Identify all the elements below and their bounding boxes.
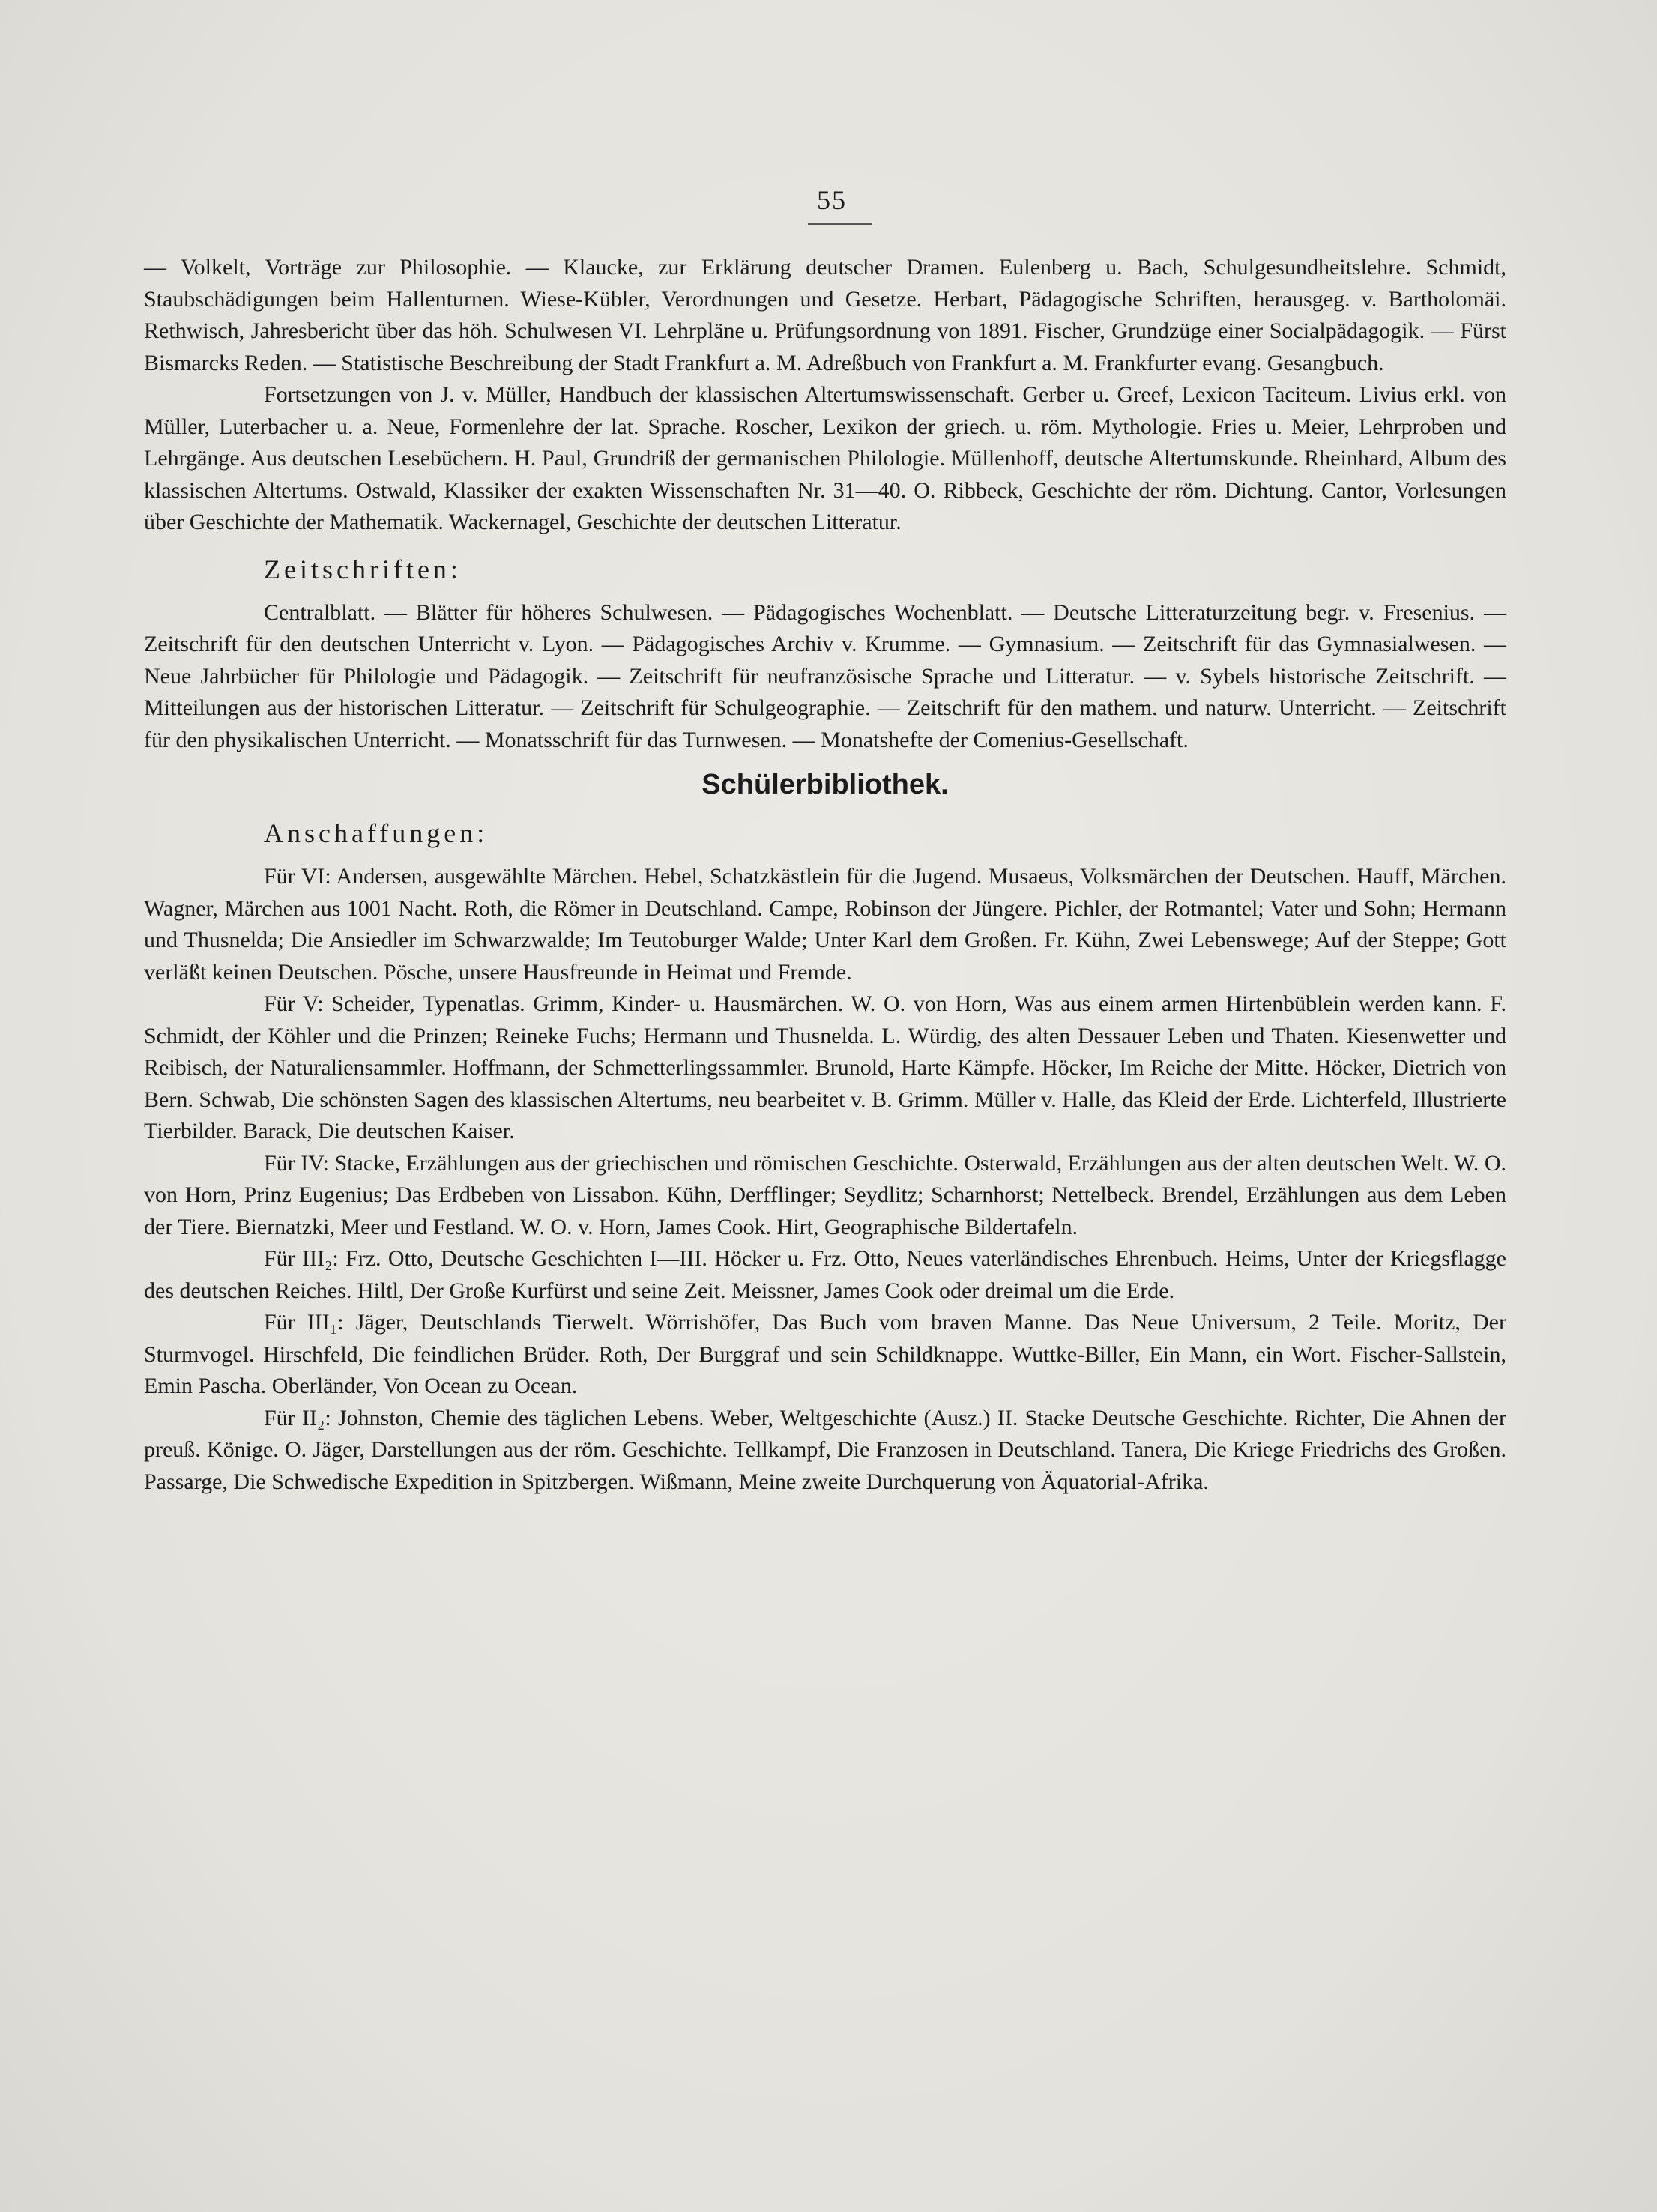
journals-heading: Zeitschriften: (264, 554, 462, 584)
entry-grade-ii2: Für II₂: Johnston, Chemie des täglichen Lebens. Weber, Weltgeschichte (Ausz.) II. Stacke Deutsche Geschichte. Richter, Die Ahnen der preuß. Könige. O. Jäger, Darstellungen aus der röm. Geschichte. Tellkampf, Die Franzosen in Deutschland. Tanera, Die Kriege Friedrichs des Großen. Passarge, Die Schwedische Expedition in Spitzbergen. Wißmann, Meine zweite Durchquerung von Äquatorial-Afrika. (144, 1405, 1506, 1494)
page-content (144, 252, 1506, 1498)
entry-grade-iv: Für IV: Stacke, Erzählungen aus der griechischen und römischen Geschichte. Osterwald, Erzählungen aus der alten deutschen Welt. W. O. von Horn, Prinz Eugenius; Das Erdbeben von Lissabon. Kühn, Derfflinger; Seydlitz; Scharnhorst; Nettelbeck. Brendel, Erzählungen aus dem Leben der Tiere. Biernatzki, Meer und Festland. W. O. v. Horn, James Cook. Hirt, Geographische Bildertafeln. (144, 1150, 1506, 1239)
student-library-title: Schülerbibliothek. (701, 769, 949, 800)
entry-grade-iii1: Für III₁: Jäger, Deutschlands Tierwelt. Wörrishöfer, Das Buch vom braven Manne. Das Neue Universum, 2 Teile. Moritz, Der Sturmvogel. Hirschfeld, Die feindlichen Brüder. Roth, Der Burggraf und sein Schildknappe. Wuttke-Biller, Ein Mann, ein Wort. Fischer-Sallstein, Emin Pascha. Oberländer, Von Ocean zu Ocean. (144, 1310, 1506, 1398)
journals-paragraph: Centralblatt. — Blätter für höheres Schulwesen. — Pädagogisches Wochenblatt. — Deutsche Litteraturzeitung begr. v. Fresenius. — Zeitschrift für den deutschen Unterricht v. Lyon. — Pädagogisches Archiv v. Krumme. — Gymnasium. — Zeitschrift für das Gymnasialwesen. — Neue Jahrbücher für Philologie und Pädagogik. — Zeitschrift für neufranzösische Sprache und Litteratur. — v. Sybels historische Zeitschrift. — Mitteilungen aus der historischen Litteratur. — Zeitschrift für Schulgeographie. — Zeitschrift für den mathem. und naturw. Unterricht. — Zeitschrift für den physikalischen Unterricht. — Monatsschrift für das Turnwesen. — Monatshefte der Comenius-Gesellschaft. (144, 599, 1506, 752)
intro-paragraph: — Volkelt, Vorträge zur Philosophie. — Klaucke, zur Erklärung deutscher Dramen. Eulenberg u. Bach, Schulgesundheitslehre. Schmidt, Staubschädigungen beim Hallenturnen. Wiese-Kübler, Verordnungen und Gesetze. Herbart, Pädagogische Schriften, herausgeg. v. Bartholomäi. Rethwisch, Jahresbericht über das höh. Schulwesen VI. Lehrpläne u. Prüfungsordnung von 1891. Fischer, Grundzüge einer Socialpädagogik. — Fürst Bismarcks Reden. — Statistische Beschreibung der Stadt Frankfurt a. M. Adreßbuch von Frankfurt a. M. Frankfurter evang. Gesangbuch. (144, 255, 1506, 375)
continuations-paragraph: Fortsetzungen von J. v. Müller, Handbuch der klassischen Altertumswissenschaft. Gerber u. Greef, Lexicon Taciteum. Livius erkl. von Müller, Luterbacher u. a. Neue, Formenlehre der lat. Sprache. Roscher, Lexikon der griech. u. röm. Mythologie. Fries u. Meier, Lehrproben und Lehrgänge. Aus deutschen Lesebüchern. H. Paul, Grundriß der germanischen Philologie. Müllenhoff, deutsche Altertumskunde. Rheinhard, Album des klassischen Altertums. Ostwald, Klassiker der exakten Wissenschaften Nr. 31—40. O. Ribbeck, Geschichte der röm. Dichtung. Cantor, Vorlesungen über Geschichte der Mathematik. Wackernagel, Geschichte der deutschen Litteratur. (144, 382, 1506, 534)
acquisitions-heading: Anschaffungen: (264, 818, 489, 848)
entry-grade-iii2: Für III₂: Frz. Otto, Deutsche Geschichten I—III. Höcker u. Frz. Otto, Neues vaterländisches Ehrenbuch. Heims, Unter der Kriegsflagge des deutschen Reiches. Hiltl, Der Große Kurfürst und seine Zeit. Meissner, James Cook oder dreimal um die Erde. (144, 1246, 1506, 1303)
entry-grade-vi: Für VI: Andersen, ausgewählte Märchen. Hebel, Schatzkästlein für die Jugend. Musaeus, Volksmärchen der Deutschen. Hauff, Märchen. Wagner, Märchen aus 1001 Nacht. Roth, die Römer in Deutschland. Campe, Robinson der Jüngere. Pichler, der Rotmantel; Vater und Sohn; Hermann und Thusnelda; Die Ansiedler im Schwarzwalde; Im Teutoburger Walde; Unter Karl dem Großen. Fr. Kühn, Zwei Lebenswege; Auf der Steppe; Gott verläßt keinen Deutschen. Pösche, unsere Hausfreunde in Heimat und Fremde. (144, 864, 1506, 985)
page-number: 55 (817, 185, 847, 215)
page-number-rule (808, 223, 872, 225)
entry-grade-v: Für V: Scheider, Typenatlas. Grimm, Kinder- u. Hausmärchen. W. O. von Horn, Was aus einem armen Hirtenbüblein werden kann. F. Schmidt, der Köhler und die Prinzen; Reineke Fuchs; Hermann und Thusnelda. L. Würdig, des alten Dessauer Leben und Thaten. Kiesenwetter und Reibisch, der Naturaliensammler. Hoffmann, der Schmetterlingssammler. Brunold, Harte Kämpfe. Höcker, Im Reiche der Mitte. Höcker, Dietrich von Bern. Schwab, Die schönsten Sagen des klassischen Altertums, neu bearbeitet v. B. Grimm. Müller v. Halle, das Kleid der Erde. Lichterfeld, Illustrierte Tierbilder. Barack, Die deutschen Kaiser. (144, 991, 1506, 1143)
